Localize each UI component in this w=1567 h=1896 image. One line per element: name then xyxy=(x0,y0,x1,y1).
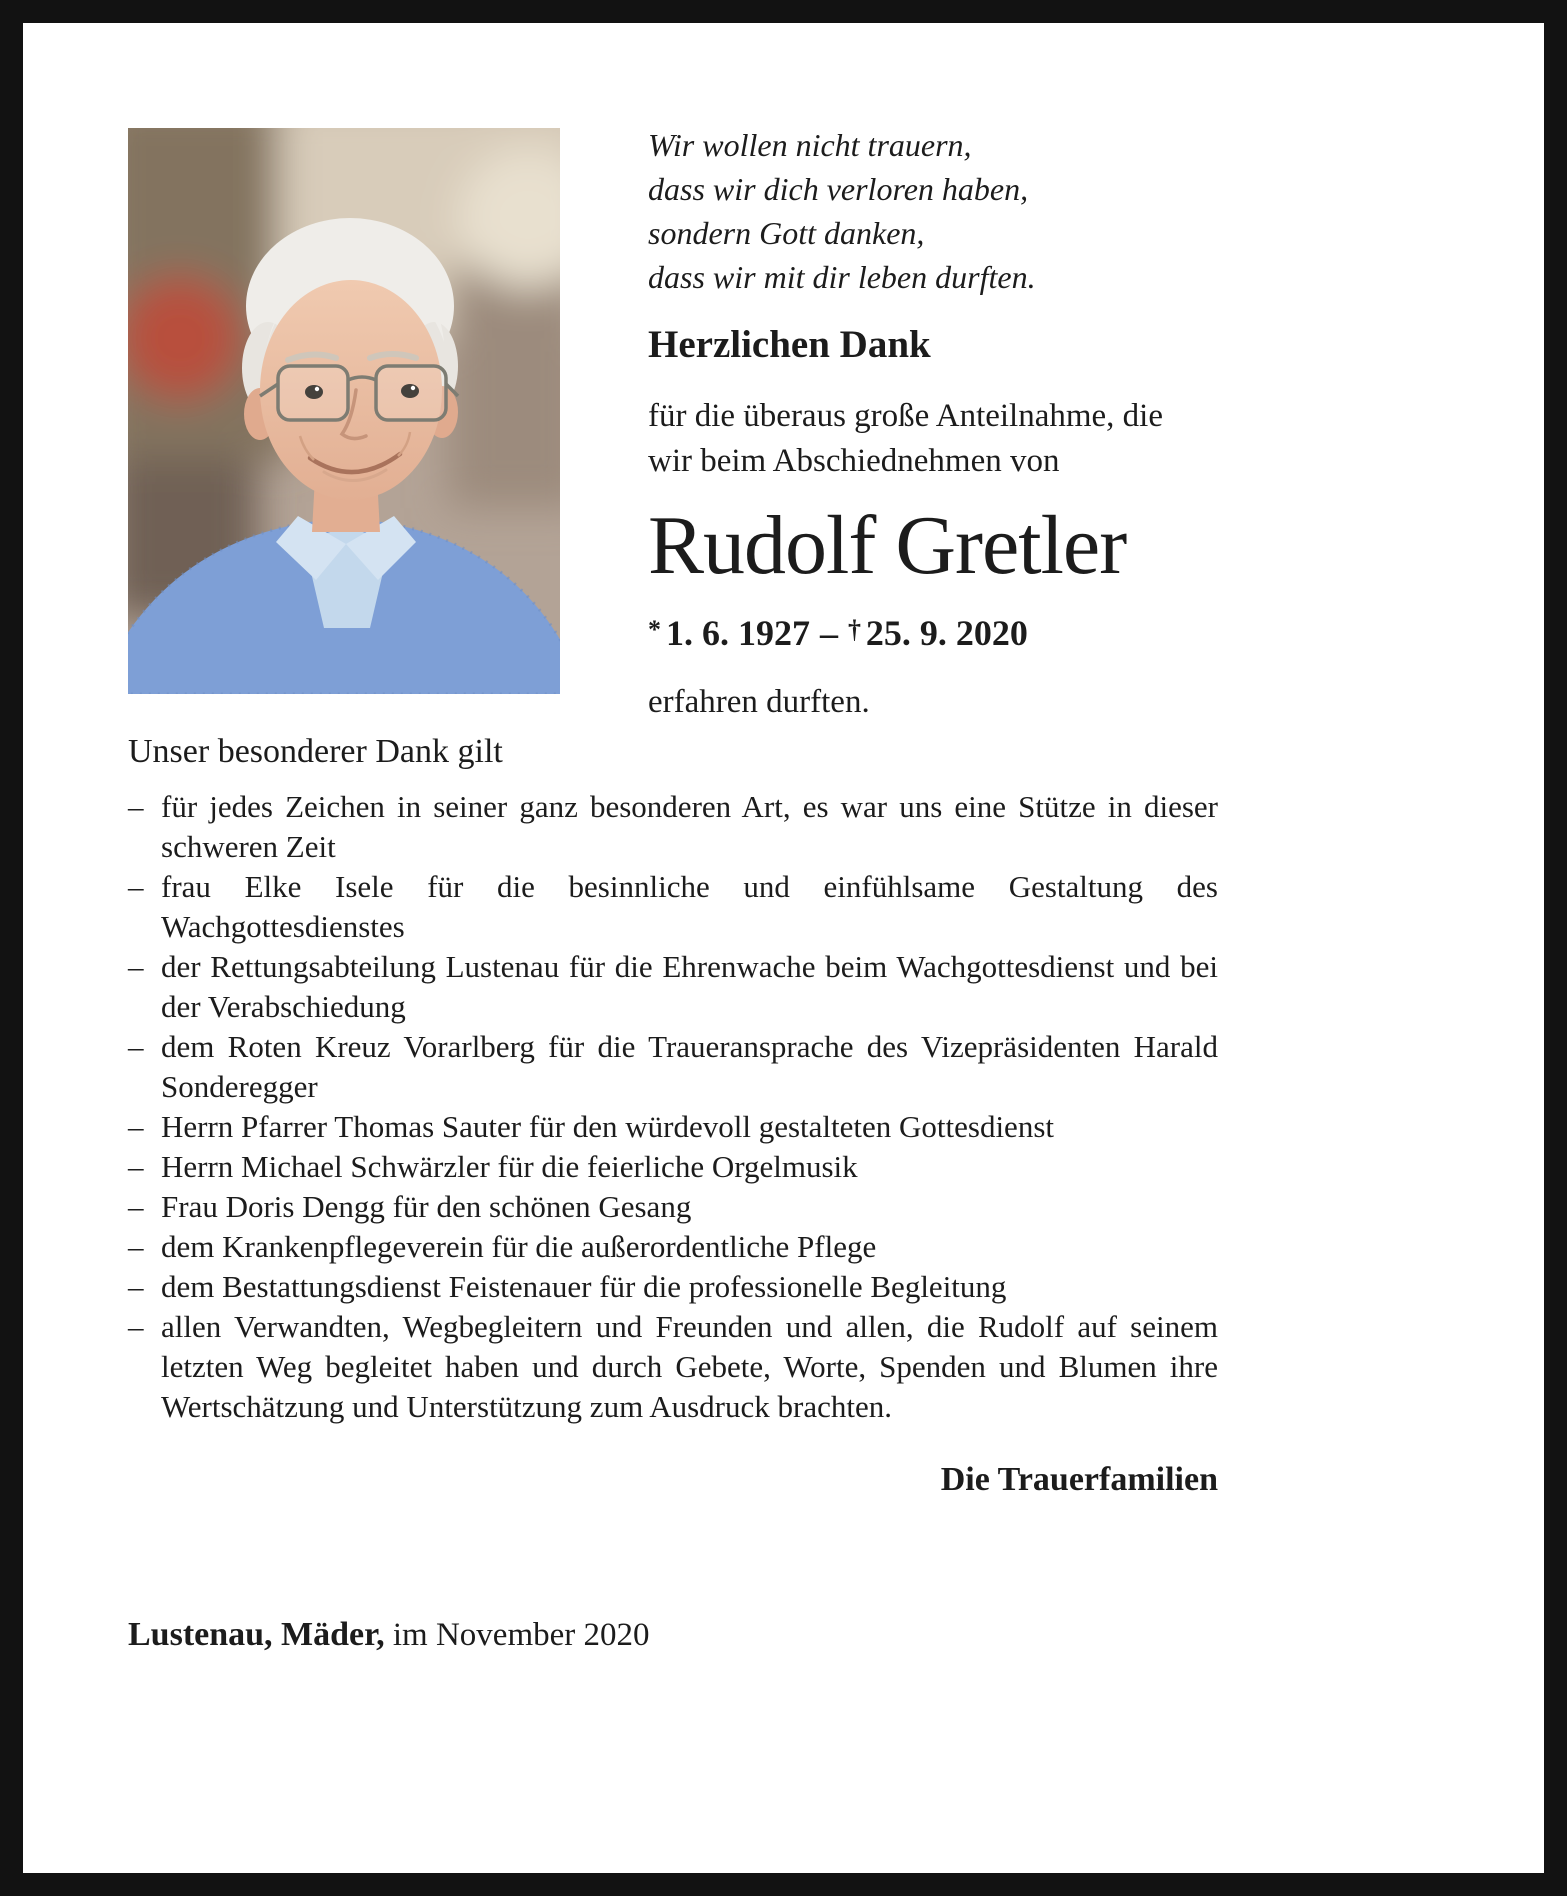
deceased-name: Rudolf Gretler xyxy=(648,498,1127,592)
list-dash: – xyxy=(128,869,144,904)
portrait-illustration xyxy=(128,128,560,694)
thanks-item xyxy=(128,1027,1218,1107)
thanks-item xyxy=(128,1307,1218,1427)
thanks-item-text: für jedes Zeichen in seiner ganz besonderen Art, es war uns eine Stütze in dieser schweren Zeit xyxy=(161,789,1218,864)
poem-line: dass wir mit dir leben durften. xyxy=(648,259,1036,295)
date-text: im November 2020 xyxy=(392,1617,650,1653)
thanks-item xyxy=(128,1187,1218,1227)
thanks-item-text: frau Elke Isele für die besinnliche und einfühlsame Gestaltung des Wachgottesdienstes xyxy=(161,869,1218,944)
mourning-families-signature: Die Trauerfamilien xyxy=(940,1461,1218,1498)
dates-separator: – xyxy=(819,613,838,654)
thanks-item-text: Frau Doris Dengg für den schönen Gesang xyxy=(161,1189,692,1224)
thanks-item xyxy=(128,867,1218,947)
list-dash: – xyxy=(128,1029,144,1064)
memorial-poem xyxy=(648,123,1233,299)
poem-line: Wir wollen nicht trauern, xyxy=(648,127,972,163)
death-symbol: † xyxy=(847,614,861,644)
list-dash: – xyxy=(128,1269,144,1304)
thanks-item xyxy=(128,1147,1218,1187)
header-column xyxy=(648,123,1233,754)
thanks-item-text: Herrn Pfarrer Thomas Sauter für den würdevoll gestalteten Gottesdienst xyxy=(161,1109,1054,1144)
birth-symbol: * xyxy=(648,614,661,644)
thanks-item-text: dem Roten Kreuz Vorarlberg für die Traueransprache des Vizepräsidenten Harald Sonderegger xyxy=(161,1029,1218,1104)
list-dash: – xyxy=(128,1149,144,1184)
list-dash: – xyxy=(128,789,144,824)
thanks-item-text: allen Verwandten, Wegbegleitern und Freunden und allen, die Rudolf auf seinem letzten Weg begleitet haben und durch Gebete, Worte, Spenden und Blumen ihre Wertschätzung und Unterstützung zum Ausdruck brachten. xyxy=(161,1309,1218,1424)
list-dash: – xyxy=(128,1229,144,1264)
intro-line: wir beim Abschiednehmen von xyxy=(648,442,1060,479)
thanks-item xyxy=(128,1267,1218,1307)
poem-line: dass wir dich verloren haben, xyxy=(648,171,1029,207)
acknowledgements-section xyxy=(128,733,1218,1499)
thanks-item-text: der Rettungsabteilung Lustenau für die Ehrenwache beim Wachgottesdienst und bei der Verabschiedung xyxy=(161,949,1218,1024)
thanks-list xyxy=(128,787,1218,1427)
death-date: 25. 9. 2020 xyxy=(865,613,1028,654)
thanks-item xyxy=(128,787,1218,867)
list-dash: – xyxy=(128,1189,144,1224)
list-dash: – xyxy=(128,949,144,984)
special-thanks-heading: Unser besonderer Dank gilt xyxy=(128,733,503,770)
list-dash: – xyxy=(128,1309,144,1344)
life-dates xyxy=(648,612,1233,654)
thanks-item-text: dem Krankenpflegeverein für die außerordentliche Pflege xyxy=(161,1229,877,1264)
intro-text xyxy=(648,394,1233,484)
thanks-heading: Herzlichen Dank xyxy=(648,323,931,366)
list-dash: – xyxy=(128,1109,144,1144)
thanks-item-text: dem Bestattungsdienst Feistenauer für die professionelle Begleitung xyxy=(161,1269,1007,1304)
portrait-photo xyxy=(128,128,560,694)
thanks-item xyxy=(128,1227,1218,1267)
birth-date: 1. 6. 1927 xyxy=(665,613,810,654)
thanks-item xyxy=(128,947,1218,1027)
thanks-item xyxy=(128,1107,1218,1147)
outro-text: erfahren durften. xyxy=(648,684,870,721)
poem-line: sondern Gott danken, xyxy=(648,215,925,251)
place-date-line xyxy=(128,1616,650,1654)
intro-line: für die überaus große Anteilnahme, die xyxy=(648,397,1163,434)
place-names: Lustenau, Mäder, xyxy=(128,1616,385,1653)
thanks-item-text: Herrn Michael Schwärzler für die feierliche Orgelmusik xyxy=(161,1149,858,1184)
